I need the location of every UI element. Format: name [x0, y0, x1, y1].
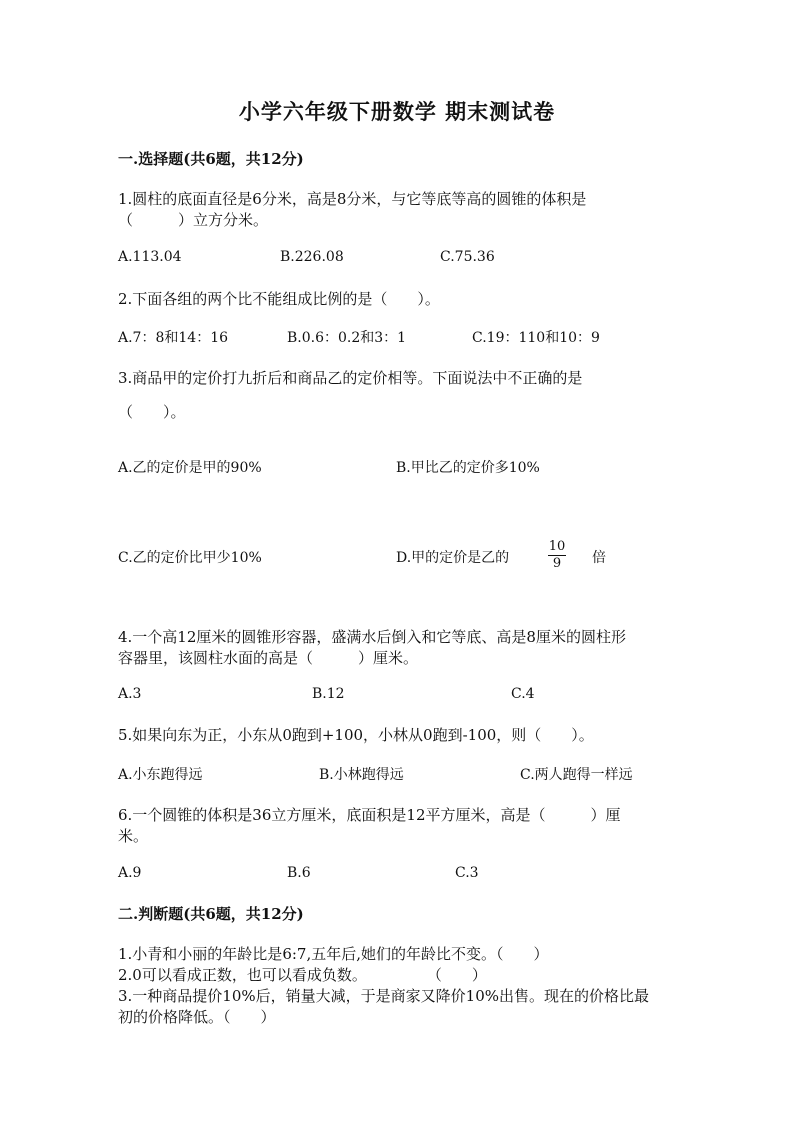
question-3-option-b: B.甲比乙的定价多10% [396, 460, 540, 476]
question-4-text-cont: 容器里，该圆柱水面的高是（ ）厘米。 [118, 649, 419, 667]
question-2-option-a: A.7：8和14：16 [118, 330, 229, 346]
question-6-text-cont: 米。 [118, 827, 149, 845]
question-1-text-cont: （ ）立方分米。 [118, 211, 269, 229]
question-1-option-c: C.75.36 [440, 249, 495, 265]
judgement-item-3-cont: 初的价格降低。（ ） [118, 1008, 276, 1026]
question-6-option-b: B.6 [287, 865, 311, 881]
question-5-text: 5.如果向东为正，小东从0跑到+100，小林从0跑到-100，则（ ）。 [118, 726, 594, 744]
question-3-option-c: C.乙的定价比甲少10% [118, 550, 262, 566]
question-3-option-d: D.甲的定价是乙的 [396, 550, 510, 566]
question-5-option-b: B.小林跑得远 [319, 767, 404, 783]
question-3-text-cont: （ ）。 [118, 403, 186, 421]
fraction-numerator: 10 [548, 539, 566, 554]
section-heading-judgement: 二.判断题(共6题，共12分) [118, 905, 304, 923]
question-4-text: 4.一个高12厘米的圆锥形容器，盛满水后倒入和它等底、高是8厘米的圆柱形 [118, 628, 626, 646]
question-2-option-c: C.19：110和10：9 [472, 330, 600, 346]
question-1-option-a: A.113.04 [118, 249, 182, 265]
question-4-option-b: B.12 [312, 686, 345, 702]
page-title: 小学六年级下册数学 期末测试卷 [238, 99, 556, 124]
section-heading-choice: 一.选择题(共6题，共12分) [118, 150, 304, 168]
judgement-item-3: 3.一种商品提价10%后，销量大减，于是商家又降价10%出售。现在的价格比最 [118, 987, 649, 1005]
question-5-option-a: A.小东跑得远 [118, 767, 203, 783]
question-6-option-a: A.9 [118, 865, 142, 881]
question-6-text: 6.一个圆锥的体积是36立方厘米，底面积是12平方厘米，高是（ ）厘 [118, 806, 621, 824]
question-4-option-c: C.4 [511, 686, 535, 702]
question-3-option-a: A.乙的定价是甲的90% [118, 460, 262, 476]
fraction-ten-ninths [548, 540, 566, 571]
question-4-option-a: A.3 [118, 686, 142, 702]
question-5-option-c: C.两人跑得一样远 [520, 767, 633, 783]
question-6-option-c: C.3 [455, 865, 479, 881]
judgement-item-2: 2.0可以看成正数，也可以看成负数。 （ ） [118, 966, 487, 984]
question-3-text: 3.商品甲的定价打九折后和商品乙的定价相等。下面说法中不正确的是 [118, 369, 583, 387]
question-1-text: 1.圆柱的底面直径是6分米，高是8分米，与它等底等高的圆锥的体积是 [118, 190, 587, 208]
question-3-option-d-suffix: 倍 [592, 550, 606, 566]
question-2-text: 2.下面各组的两个比不能组成比例的是（ ）。 [118, 290, 440, 308]
question-1-option-b: B.226.08 [280, 249, 344, 265]
judgement-item-1: 1.小青和小丽的年龄比是6:7,五年后,她们的年龄比不变。（ ） [118, 945, 549, 963]
question-2-option-b: B.0.6：0.2和3：1 [287, 330, 407, 346]
fraction-denominator: 9 [552, 556, 562, 571]
